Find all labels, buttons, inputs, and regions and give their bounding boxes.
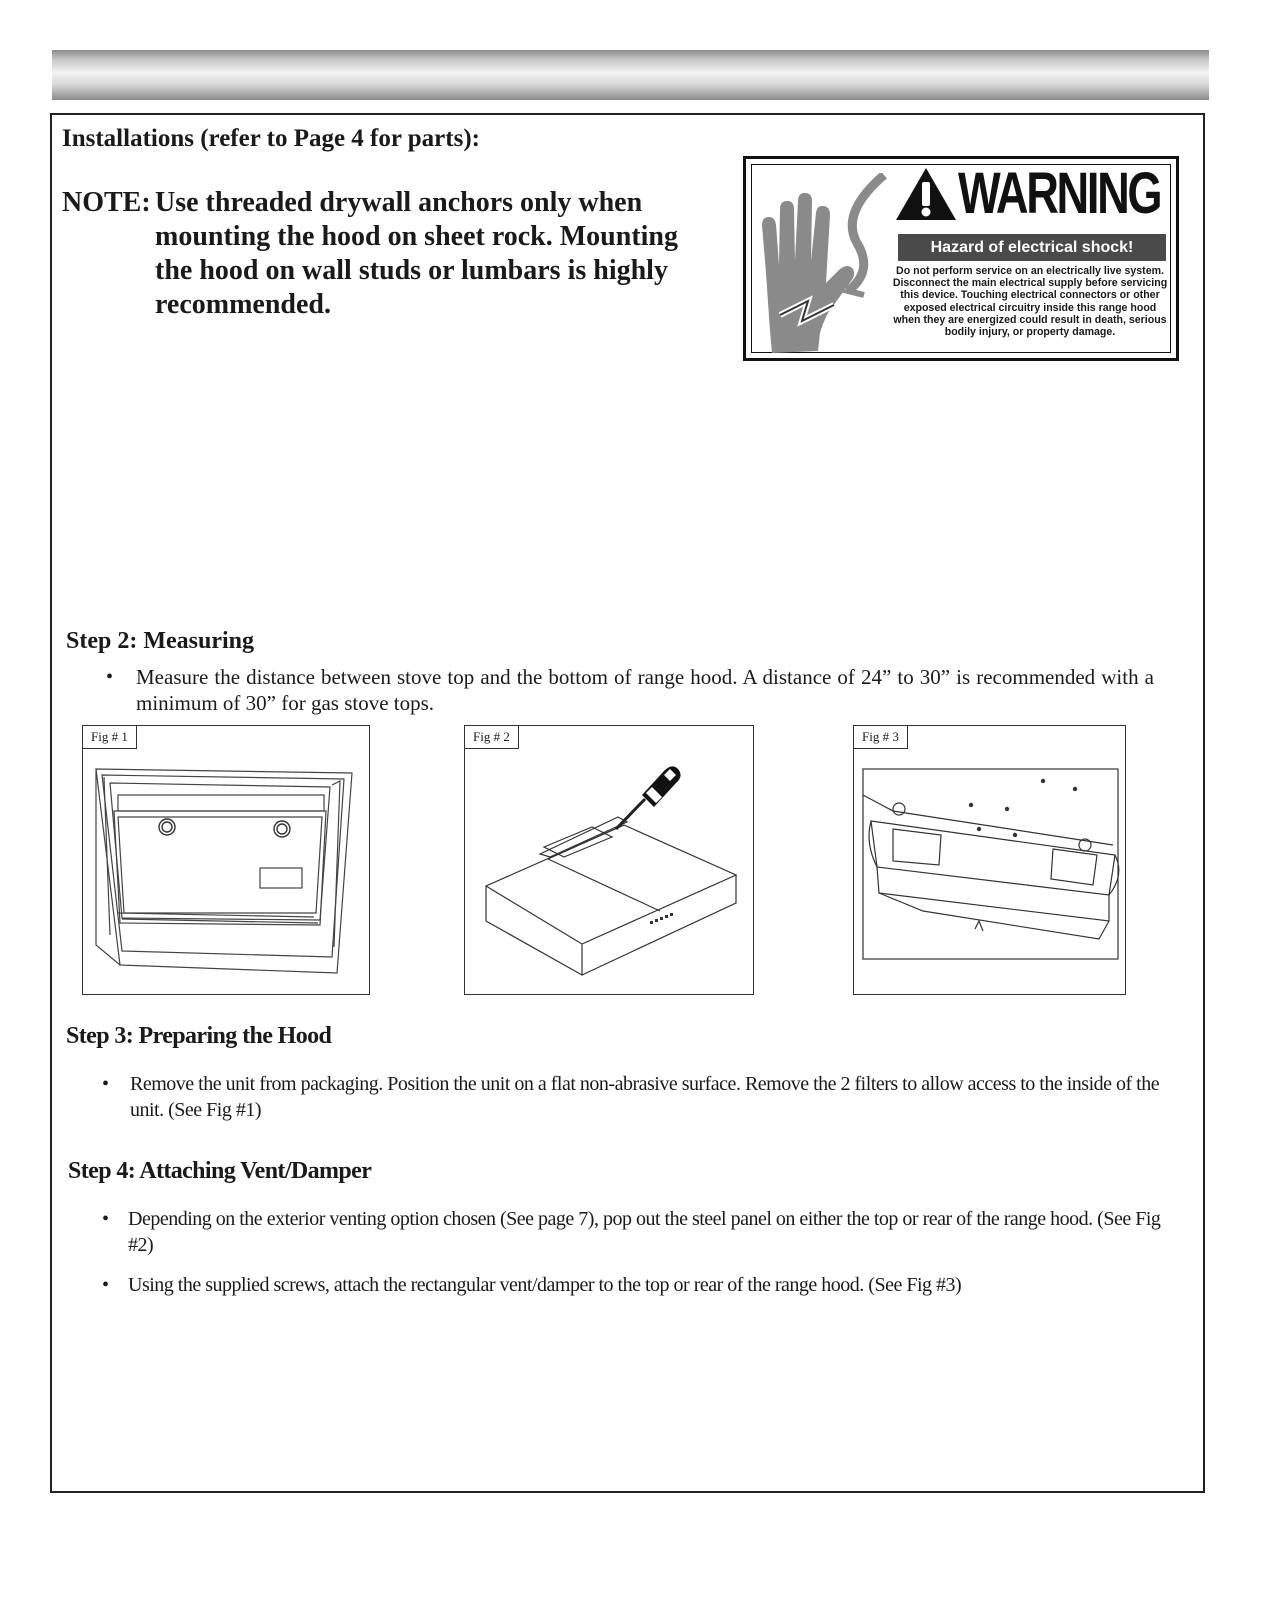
note-block [62,186,722,322]
step4-title: Step 4: Attaching Vent/Damper [68,1158,372,1184]
figure-1-label: Fig # 1 [82,725,137,749]
bullet-dot: • [102,1274,109,1296]
step2-title: Step 2: Measuring [66,628,254,654]
note-line-4: recommended. [155,289,331,320]
step2-bullet-text: Measure the distance between stove top and the bottom of range hood. A distance of 24” to 30” is recommended with a minimum of 30” for gas stove tops. [136,665,1154,715]
note-label: NOTE: [62,187,151,218]
figure-2-label: Fig # 2 [464,725,519,749]
vent-damper-illustration [853,725,1126,995]
screwdriver-panel-illustration [464,725,754,995]
figure-2 [464,725,754,995]
note-line-3: the hood on wall studs or lumbars is highly [155,255,668,286]
step4-bullet-1-text: Depending on the exterior venting option chosen (See page 7), pop out the steel panel on either the top or rear of the range hood. (See Fig #2) [128,1208,1161,1256]
warning-heading: WARNING [958,161,1161,226]
bullet-dot: • [102,1208,109,1230]
figure-3 [853,725,1126,995]
figure-1 [82,725,370,995]
note-line-1: NOTE: Use threaded drywall anchors only when [62,187,643,218]
note-line-2: mounting the hood on sheet rock. Mounting [155,221,679,252]
step3-bullet-text: Remove the unit from packaging. Position the unit on a flat non-abrasive surface. Remove the 2 filters to allow access to the inside of the unit. (See Fig #1) [130,1073,1160,1121]
bullet-dot: • [106,666,114,688]
installations-title: Installations (refer to Page 4 for parts): [62,125,480,152]
warning-subheading: Hazard of electrical shock! [898,234,1166,261]
figure-3-label: Fig # 3 [853,725,908,749]
header-bar [52,50,1209,100]
bullet-dot: • [102,1073,109,1095]
electric-shock-hand-icon [752,173,887,358]
warning-header [894,163,1217,225]
warning-body: Do not perform service on an electrically live system. Disconnect the main electrical supply before servicing this device. Touching electrical connectors or other exposed electrical circuitry inside this range hood when they are energized could result in death, serious bodily injury, or property damage. [892,265,1168,339]
warning-label [743,156,1179,361]
step4-bullet-2-text: Using the supplied screws, attach the rectangular vent/damper to the top or rear of the range hood. (See Fig #3) [128,1274,962,1296]
alert-triangle-icon [894,166,958,222]
range-hood-underside-illustration [82,725,370,995]
step3-title: Step 3: Preparing the Hood [66,1023,332,1049]
